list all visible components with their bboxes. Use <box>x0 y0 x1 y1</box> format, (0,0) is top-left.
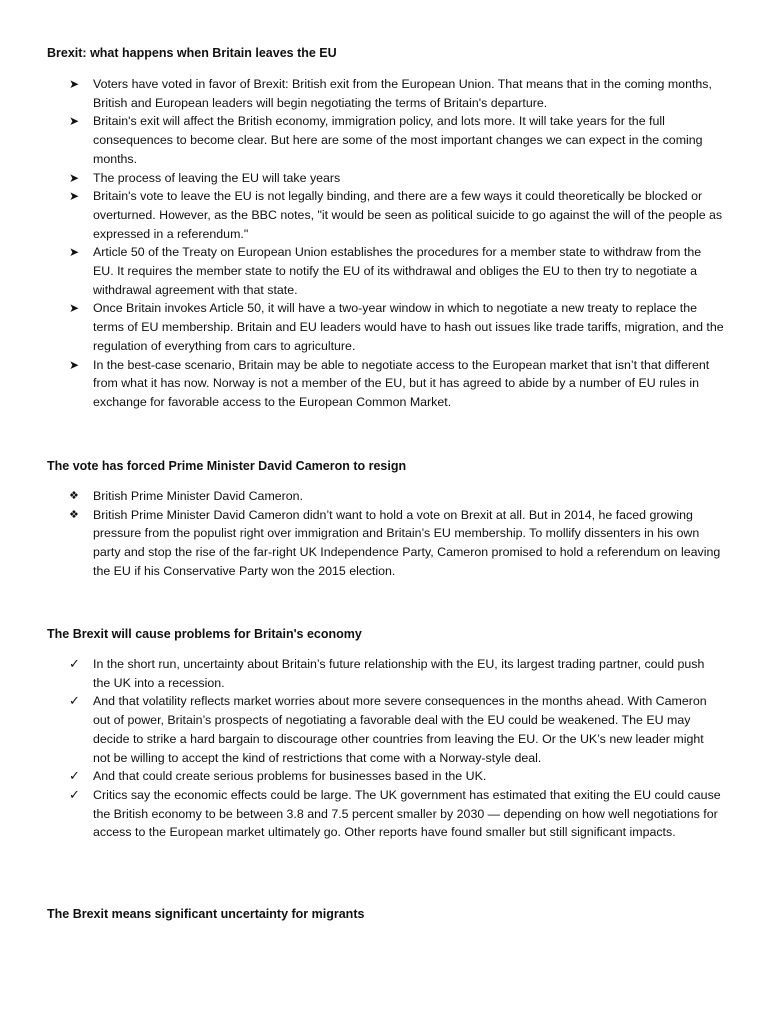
list-item: ➤ Article 50 of the Treaty on European Union establishes the procedures for a member state to withdraw from the EU. It requires the member state to notify the EU of its withdrawal and obliges the EU to then try to negotiate a withdrawal agreement with that state. <box>69 245 702 297</box>
section-heading-brexit: Brexit: what happens when Britain leaves the EU <box>47 46 337 60</box>
arrow-bullet-icon: ➤ <box>69 189 80 204</box>
list-item: ❖ British Prime Minister David Cameron didn’t want to hold a vote on Brexit at all. But in 2014, he faced growing pressure from the populist right over immigration and Britain’s EU membership. To mollify dissenters in his own party and stop the rise of the far-right UK Independence Party, Cameron promised to hold a referendum on leaving the EU if his Conservative Party won the 2015 election. <box>69 507 721 578</box>
list-item: ❖ British Prime Minister David Cameron. <box>0 487 768 506</box>
bullet-list-economy <box>0 655 768 842</box>
list-item: ➤ Britain's vote to leave the EU is not legally binding, and there are a few ways it could theoretically be blocked or overturned. However, as the BBC notes, "it would be seen as political suicide to go against the will of the people as expressed in a referendum." <box>69 189 723 241</box>
list-item: ➤ Britain's exit will affect the British economy, immigration policy, and lots more. It will take years for the full consequences to become clear. But here are some of the most important changes we can expect in the coming months. <box>69 114 703 166</box>
list-item: ✓ And that could create serious problems for businesses based in the UK. <box>0 767 768 786</box>
bullet-list-brexit <box>0 75 768 412</box>
arrow-bullet-icon: ➤ <box>69 114 80 129</box>
section-heading-economy: The Brexit will cause problems for Britain's economy <box>47 627 362 641</box>
list-item: ➤ The process of leaving the EU will take years <box>0 169 768 188</box>
list-item: ➤ Voters have voted in favor of Brexit: British exit from the European Union. That means that in the coming months, British and European leaders will begin negotiating the terms of Britain's departure. <box>69 77 712 110</box>
check-bullet-icon: ✓ <box>69 656 80 671</box>
check-bullet-icon: ✓ <box>69 786 80 802</box>
check-bullet-icon: ✓ <box>69 693 80 709</box>
arrow-bullet-icon: ➤ <box>69 301 80 316</box>
bullet-list-cameron <box>0 487 768 581</box>
list-item: ✓ Critics say the economic effects could be large. The UK government has estimated that exiting the EU could cause the British economy to be between 3.8 and 7.5 percent smaller by 2030 — depending on how well negotiations for access to the European market ultimately go. Other reports have found smaller but still significant impacts. <box>69 786 721 840</box>
list-item: ➤ Once Britain invokes Article 50, it will have a two-year window in which to negotiate a new treaty to replace the terms of EU membership. Britain and EU leaders would have to hash out issues like trade tariffs, migration, and the regulation of everything from cars to agriculture. <box>69 301 724 353</box>
arrow-bullet-icon: ➤ <box>69 245 80 260</box>
list-item: ➤ In the best-case scenario, Britain may be able to negotiate access to the European market that isn’t that different from what it has now. Norway is not a member of the EU, but it has agreed to abide by a number of EU rules in exchange for favorable access to the European Common Market. <box>69 357 710 409</box>
list-item: ✓ In the short run, uncertainty about Britain’s future relationship with the EU, its largest trading partner, could push the UK into a recession. <box>69 656 705 690</box>
arrow-bullet-icon: ➤ <box>69 357 80 372</box>
arrow-bullet-icon: ➤ <box>69 170 80 185</box>
arrow-bullet-icon: ➤ <box>69 77 80 91</box>
list-item: ✓ And that volatility reflects market worries about more severe consequences in the months ahead. With Cameron out of power, Britain’s prospects of negotiating a favorable deal with the EU could be weakened. The EU may decide to strike a hard bargain to discourage other countries from leaving the EU. Or the UK’s new leader might not be willing to accept the kind of restrictions that come with a Norway-style deal. <box>69 693 707 765</box>
check-bullet-icon: ✓ <box>69 768 80 784</box>
diamond-bullet-icon: ❖ <box>69 508 79 521</box>
section-heading-migrants: The Brexit means significant uncertainty for migrants <box>47 907 365 921</box>
diamond-bullet-icon: ❖ <box>69 490 79 502</box>
section-heading-cameron: The vote has forced Prime Minister David Cameron to resign <box>47 459 407 473</box>
